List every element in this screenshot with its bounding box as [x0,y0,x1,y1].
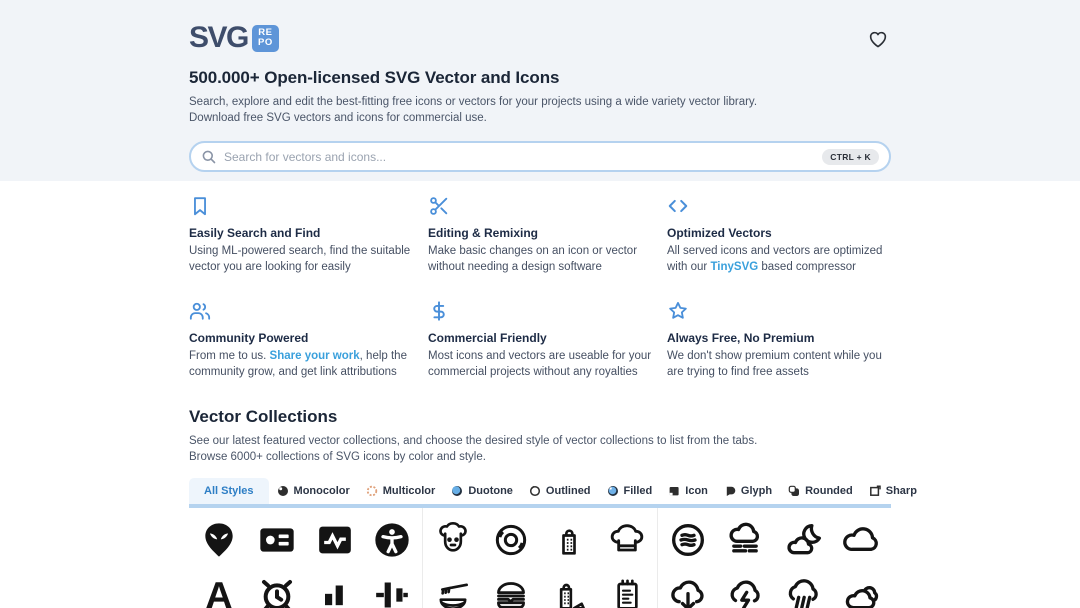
hero-description [189,95,891,126]
align-icon[interactable] [372,575,412,608]
accessibility-icon[interactable] [372,520,412,560]
bar-chart-icon[interactable] [315,575,355,608]
grater-cheese-icon[interactable] [549,575,589,608]
tab-sharp[interactable] [861,478,925,504]
outlined-icon [529,485,541,497]
feature-text: We don't show premium content while you are trying to find free assets [667,350,882,378]
duotone-icon [451,485,463,497]
feature-text: All served icons and vectors are optimized with our TinySVG based compressor [667,245,883,273]
cloud-download-icon[interactable] [668,575,708,608]
collection-preview[interactable] [422,508,656,608]
heart-icon [867,28,889,50]
keyboard-shortcut-badge: CTRL + K [822,149,879,165]
feature-title: Always Free, No Premium [667,331,815,345]
glyph-icon [724,485,736,497]
tab-label: Multicolor [382,485,436,497]
feature-title: Editing & Remixing [428,226,539,240]
recipe-icon[interactable] [607,575,647,608]
tab-label: All Styles [204,485,254,497]
svgrepo-logo[interactable] [189,21,279,54]
monocolor-icon [277,485,289,497]
collections-title: Vector Collections [189,407,338,426]
hero-description-line2: Download free SVG vectors and icons for commercial use. [189,111,487,124]
tab-label: Icon [685,485,708,497]
features-grid [189,195,891,380]
collections-section [189,407,917,508]
cloud-icon[interactable] [841,520,881,560]
tab-label: Glyph [740,485,773,497]
donut-icon[interactable] [491,520,531,560]
search-input[interactable] [224,150,815,164]
collections-description [189,434,891,465]
search-icon [201,149,217,165]
cloud-rain-icon[interactable] [783,575,823,608]
tab-monocolor[interactable] [269,478,358,504]
collection-icon-groups [189,508,891,608]
alien-icon[interactable] [199,520,239,560]
tab-label: Rounded [805,485,853,497]
page-title: 500.000+ Open-licensed SVG Vector and Icons [189,68,560,87]
tab-glyph[interactable] [716,478,780,504]
feature-title: Optimized Vectors [667,226,772,240]
feature-card [667,195,891,275]
burger-icon[interactable] [491,575,531,608]
tab-filled[interactable] [599,478,661,504]
hero-description-line1: Search, explore and edit the best-fitting free icons or vectors for your projects using a wide variety vector library. [189,96,758,108]
feature-title: Commercial Friendly [428,331,547,345]
star-icon [667,300,689,322]
search-bar[interactable] [189,141,891,172]
tab-label: Filled [623,485,653,497]
chef-face-icon[interactable] [433,520,473,560]
feature-text: Most icons and vectors are useable for your commercial projects without any royalties [428,350,652,378]
dollar-icon [428,300,450,322]
collections-description-line1: See our latest featured vector collections, and choose the desired style of vector collections to list from the tabs. [189,435,758,447]
sharp-icon [869,485,881,497]
feature-card [428,300,652,380]
grater-icon[interactable] [549,520,589,560]
cloud-lightning-icon[interactable] [725,575,765,608]
scissors-icon [428,195,450,217]
tab-label: Outlined [545,485,591,497]
feature-card [667,300,891,380]
logo-badge [252,25,279,52]
icon-style-icon [668,485,680,497]
tab-duotone[interactable] [443,478,521,504]
chef-hat-icon[interactable] [607,520,647,560]
hero-section [0,0,1080,181]
feature-text: Make basic changes on an icon or vector without needing a design software [428,245,638,273]
feature-card [189,300,413,380]
multicolor-icon [366,485,378,497]
logo-text: SVG [189,21,248,54]
feature-link[interactable]: Share your work [269,350,360,362]
tab-multicolor[interactable] [358,478,444,504]
feature-title: Easily Search and Find [189,226,321,240]
tab-outlined[interactable] [521,478,599,504]
favorites-button[interactable] [865,26,891,55]
tab-label: Sharp [885,485,917,497]
bookmark-icon [189,195,211,217]
collections-description-line2: Browse 6000+ collections of SVG icons by color and style. [189,450,486,463]
cloud-fog-icon[interactable] [725,520,765,560]
feature-text: Using ML-powered search, find the suitable vector you are looking for easily [189,245,411,273]
code-icon [667,195,689,217]
feature-title: Community Powered [189,331,309,345]
cloud-moon-icon[interactable] [783,520,823,560]
feature-link[interactable]: TinySVG [710,261,759,273]
feature-card [428,195,652,275]
style-tabs [189,478,917,508]
collection-preview[interactable] [189,508,422,608]
users-icon [189,300,211,322]
id-badge-icon[interactable] [257,520,297,560]
filled-icon [607,485,619,497]
collection-preview[interactable] [657,508,891,608]
tab-all-styles[interactable] [189,478,269,504]
feature-text: From me to us. Share your work, help the community grow, and get link attributions [189,350,407,378]
fog-circle-icon[interactable] [668,520,708,560]
tab-label: Duotone [468,485,513,497]
logo-badge-line1: RE [258,26,273,38]
logo-badge-line2: PO [257,37,273,48]
activity-icon[interactable] [315,520,355,560]
feature-card [189,195,413,275]
alarm-clock-icon[interactable] [257,575,297,608]
honey-dipper-icon[interactable] [433,575,473,608]
letter-a-icon[interactable] [199,575,239,608]
clouds-icon[interactable] [841,575,881,608]
rounded-icon [788,485,800,497]
tab-label: Monocolor [293,485,350,497]
tab-rounded[interactable] [780,478,861,504]
tab-icon[interactable] [660,478,716,504]
